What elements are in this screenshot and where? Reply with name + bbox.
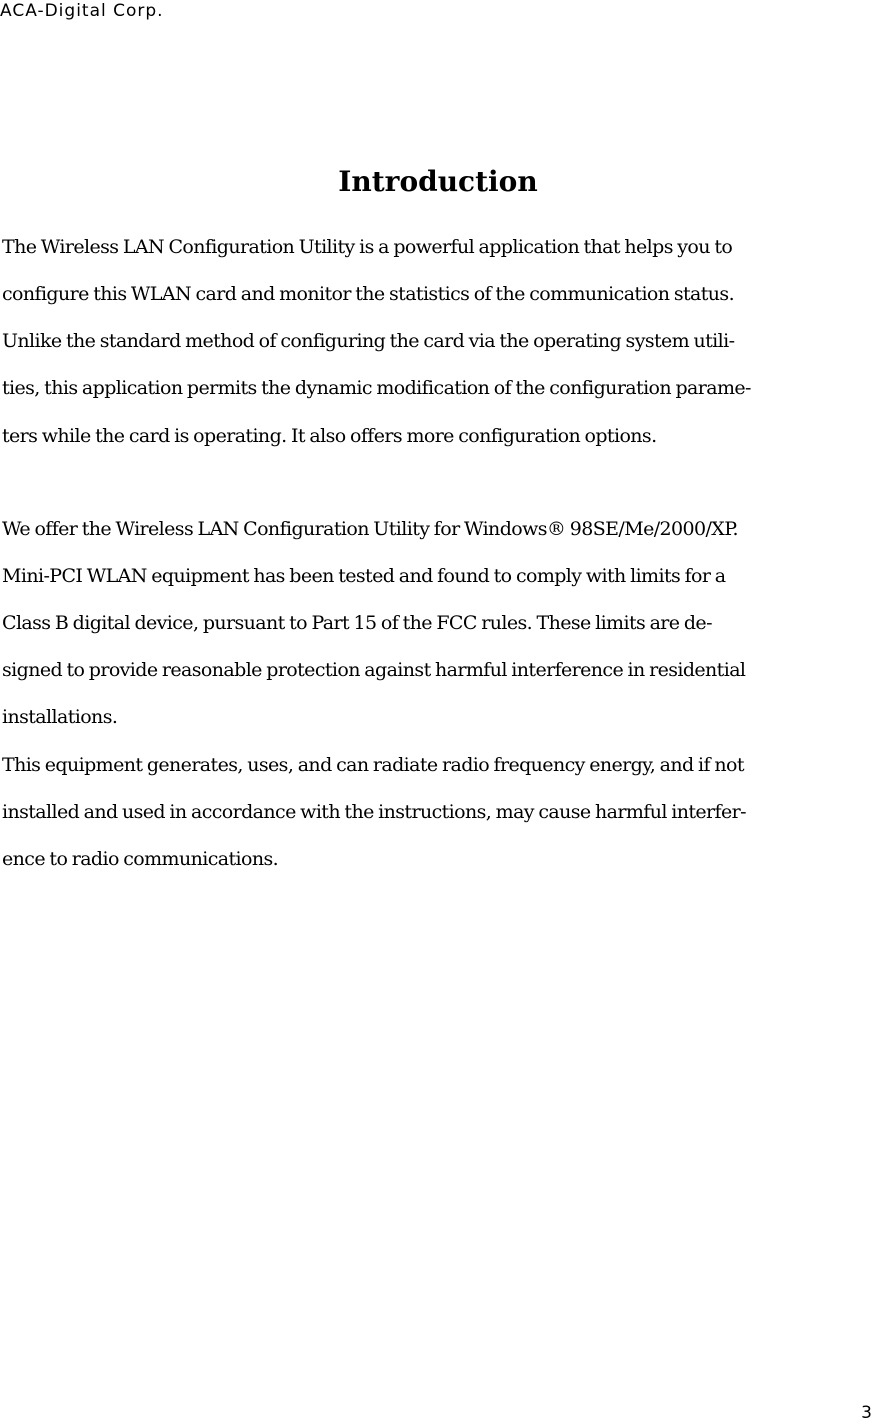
text-line: ters while the card is operating. It also offers more configuration options.	[2, 425, 657, 447]
text-line: We offer the Wireless LAN Configuration Utility for Windows® 98SE/Me/2000/XP.	[2, 518, 738, 540]
text-line: signed to provide reasonable protection against harmful interference in residential	[2, 659, 746, 681]
text-line: The Wireless LAN Configuration Utility is a powerful application that helps you to	[2, 236, 733, 258]
text-line: Unlike the standard method of configuring the card via the operating system utili-	[2, 330, 735, 352]
page-number: 3	[861, 1403, 872, 1423]
text-line: ties, this application permits the dynamic modification of the configuration parame-	[2, 377, 751, 399]
text-line: installations.	[2, 706, 118, 728]
text-line: configure this WLAN card and monitor the statistics of the communication status.	[2, 283, 735, 305]
text-line: Mini-PCI WLAN equipment has been tested and found to comply with limits for a	[2, 565, 726, 587]
page-title: Introduction	[338, 165, 538, 198]
text-line: installed and used in accordance with the instructions, may cause harmful interfer-	[2, 801, 746, 823]
text-line: Class B digital device, pursuant to Part 15 of the FCC rules. These limits are de-	[2, 612, 712, 634]
text-line: ence to radio communications.	[2, 848, 279, 870]
text-line: This equipment generates, uses, and can radiate radio frequency energy, and if not	[2, 754, 744, 776]
header-company-name: ACA-Digital Corp.	[0, 1, 164, 21]
